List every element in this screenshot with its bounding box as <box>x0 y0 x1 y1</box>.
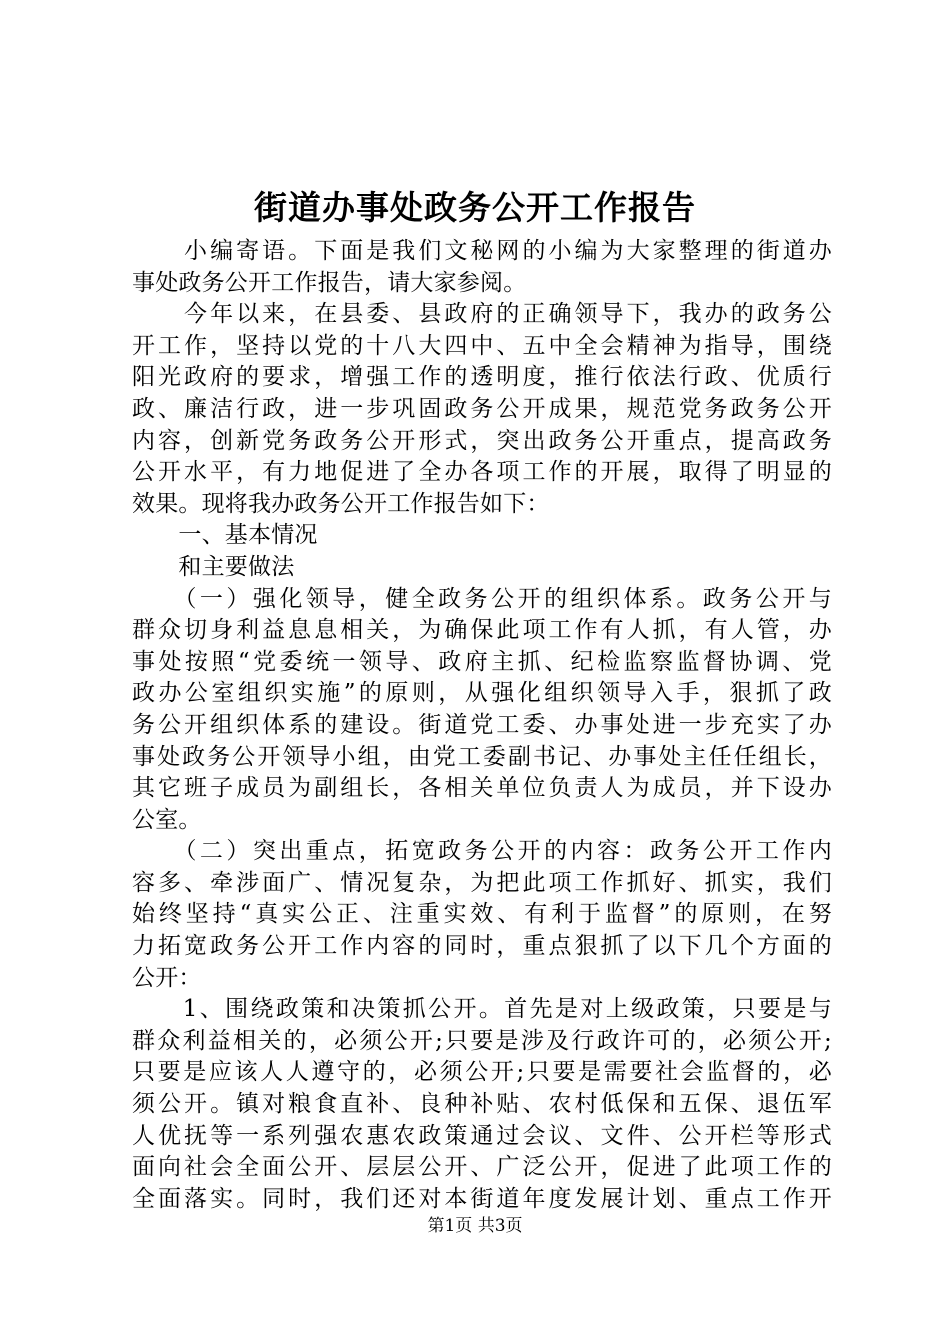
text-line: 只要是应该人人遵守的，必须公开;只要是需要社会监督的，必 <box>132 1059 832 1086</box>
text-line: 政、廉洁行政，进一步巩固政务公开成果，规范党务政务公开 <box>132 395 832 422</box>
text-line: 公开： <box>132 964 202 991</box>
text-line: 内容，创新党务政务公开形式，突出政务公开重点，提高政务 <box>132 427 832 454</box>
text-line: 公室。 <box>132 806 202 833</box>
text-line: 力拓宽政务公开工作内容的同时，重点狠抓了以下几个方面的 <box>132 933 832 960</box>
text-line: 今年以来，在县委、县政府的正确领导下，我办的政务公 <box>132 301 832 328</box>
text-line: 事处按照“党委统一领导、政府主抓、纪检监察监督协调、党 <box>132 648 832 675</box>
text-line: 全面落实。同时，我们还对本街道年度发展计划、重点工作开 <box>132 1185 832 1212</box>
text-line: 始终坚持“真实公正、注重实效、有利于监督”的原则，在努 <box>132 901 832 928</box>
document-body <box>132 236 832 1215</box>
document-title: 街道办事处政务公开工作报告 <box>254 188 696 227</box>
text-line: 人优抚等一系列强农惠农政策通过会议、文件、公开栏等形式 <box>132 1122 832 1149</box>
text-line: 群众切身利益息息相关，为确保此项工作有人抓，有人管，办 <box>132 617 832 644</box>
text-line: 容多、牵涉面广、情况复杂，为把此项工作抓好、抓实，我们 <box>132 869 832 896</box>
text-line: 一、基本情况 <box>132 522 318 549</box>
text-line: 群众利益相关的，必须公开;只要是涉及行政许可的，必须公开; <box>132 1027 832 1054</box>
text-line: （二）突出重点，拓宽政务公开的内容：政务公开工作内 <box>132 838 832 865</box>
text-line: 其它班子成员为副组长，各相关单位负责人为成员，并下设办 <box>132 775 832 802</box>
text-line: 须公开。镇对粮食直补、良种补贴、农村低保和五保、退伍军 <box>132 1091 832 1118</box>
text-line: （一）强化领导，健全政务公开的组织体系。政务公开与 <box>132 585 832 612</box>
text-line: 阳光政府的要求，增强工作的透明度，推行依法行政、优质行 <box>132 364 832 391</box>
page-footer: 第1页 共3页 <box>427 1216 523 1236</box>
text-line: 政办公室组织实施”的原则，从强化组织领导入手，狠抓了政 <box>132 680 832 707</box>
text-line: 效果。现将我办政务公开工作报告如下： <box>132 490 550 517</box>
text-line: 小编寄语。下面是我们文秘网的小编为大家整理的街道办 <box>132 238 832 264</box>
text-line: 事处政务公开工作报告，请大家参阅。 <box>132 269 527 296</box>
text-line: 1、围绕政策和决策抓公开。首先是对上级政策，只要是与 <box>132 996 832 1023</box>
text-line: 开工作，坚持以党的十八大四中、五中全会精神为指导，围绕 <box>132 332 832 359</box>
text-line: 面向社会全面公开、层层公开、广泛公开，促进了此项工作的 <box>132 1154 832 1181</box>
text-line: 公开水平，有力地促进了全办各项工作的开展，取得了明显的 <box>132 459 832 486</box>
text-line: 务公开组织体系的建设。街道党工委、办事处进一步充实了办 <box>132 711 832 738</box>
text-line: 和主要做法 <box>132 553 295 580</box>
text-line: 事处政务公开领导小组，由党工委副书记、办事处主任任组长， <box>132 743 832 770</box>
